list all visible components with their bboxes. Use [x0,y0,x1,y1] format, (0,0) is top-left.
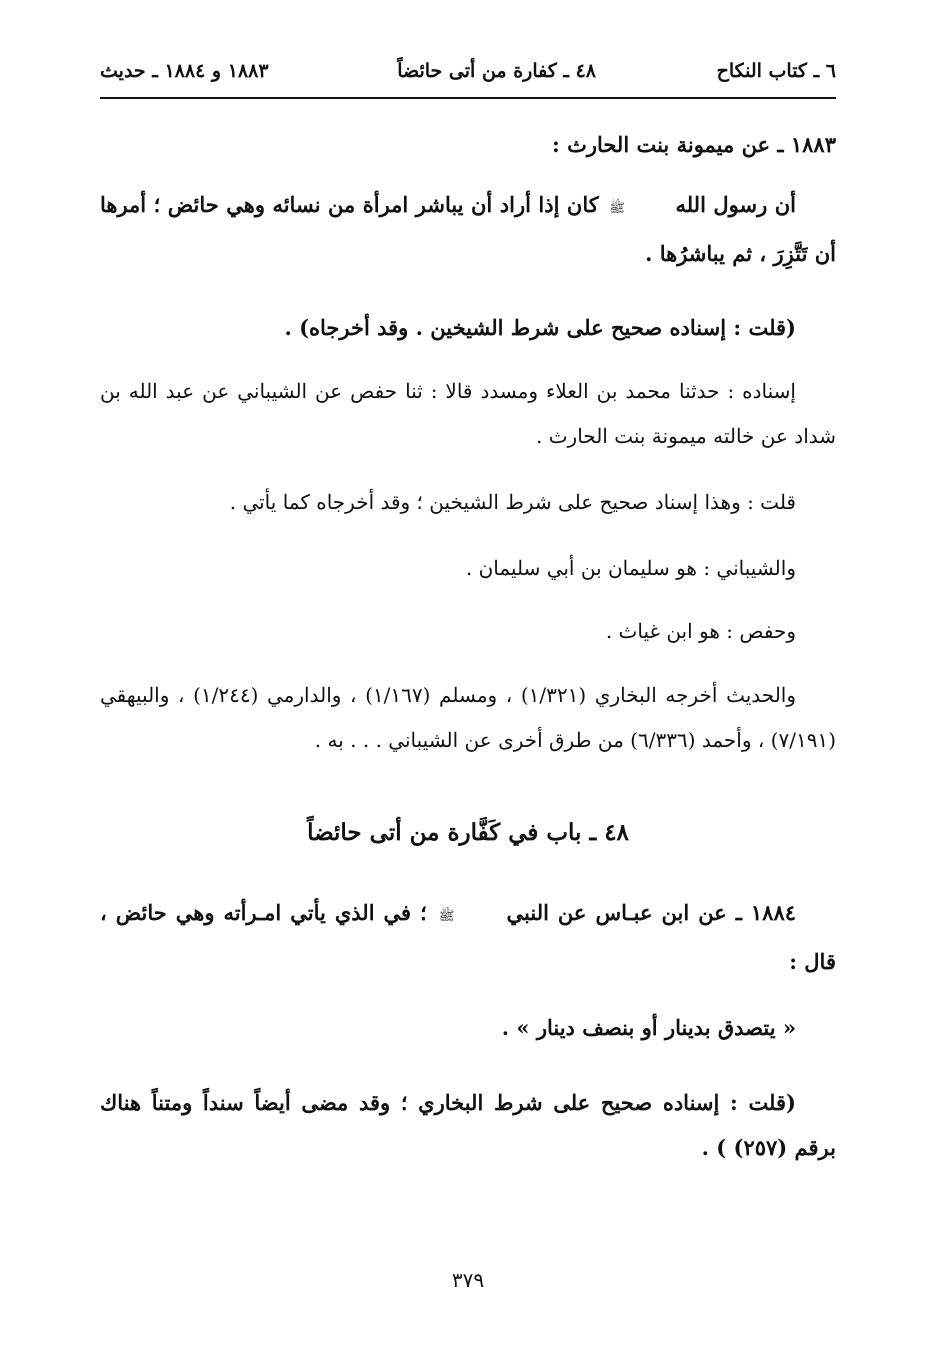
hadith-1883-note-3: وحفص : هو ابن غياث . [605,619,796,643]
running-header [100,60,836,96]
hadith-1884-grading: (قلت : إسناده صحيح على شرط البخاري ؛ وقد مضى أيضاً سنداً ومتناً هناك برقم (٢٥٧) ) . [100,1090,836,1160]
hadith-1884-text [100,890,836,984]
hadith-1883-text-part2: كان إذا أراد أن يباشر امرأة من نسائه وهي حائض ؛ أمرها أن تَتَّزِرَ ، ثم يباشرُها . [100,192,836,266]
header-divider [100,97,836,99]
salutation-icon: ﷺ [438,909,455,924]
hadith-1883-text [100,182,836,276]
hadith-1883-note-2: والشيباني : هو سليمان بن أبي سليمان . [465,556,796,580]
document-page [100,0,836,1372]
hadith-1883-text-part1: أن رسول الله [675,192,796,217]
header-chapter-title: ٤٨ ـ كفارة من أتى حائضاً [397,60,596,82]
hadith-1883-isnad: إسناده : حدثنا محمد بن العلاء ومسدد قالا : ثنا حفص عن الشيباني عن عبد الله بن شداد عن خالته ميمونة بنت الحارث . [100,379,836,448]
hadith-1884-text-part1: ١٨٨٤ ـ عن ابن عبـاس عن النبي [506,900,797,925]
hadith-1884-quote: « يتصدق بدينار أو بنصف دينار » . [501,1015,796,1040]
hadith-1884-text-part2: ؛ في الذي يأتي امـرأته وهي حائض ، قال : [100,900,836,974]
header-book-title: ٦ ـ كتاب النكاح [716,60,836,82]
hadith-1883-heading: ١٨٨٣ ـ عن ميمونة بنت الحارث : [552,132,836,157]
hadith-1883-note-1: قلت : وهذا إسناد صحيح على شرط الشيخين ؛ وقد أخرجاه كما يأتي . [229,490,796,514]
hadith-1883-takhrij: والحديث أخرجه البخاري (١/٣٢١) ، ومسلم (١/١٦٧) ، والدارمي (١/٢٤٤) ، والبيهقي (٧/١٩١) ، وأحمد (٦/٣٣٦) من طرق أخرى عن الشيباني . . . به . [100,683,836,752]
hadith-1883-grading: (قلت : إسناده صحيح على شرط الشيخين . وقد أخرجاه) . [284,315,796,340]
salutation-icon: ﷺ [609,201,625,216]
header-hadith-range: ١٨٨٣ و ١٨٨٤ ـ حديث [100,60,269,82]
chapter-title: ٤٨ ـ باب في كَفَّارة من أتى حائضاً [307,819,629,846]
page-number: ٣٧٩ [451,1268,485,1292]
